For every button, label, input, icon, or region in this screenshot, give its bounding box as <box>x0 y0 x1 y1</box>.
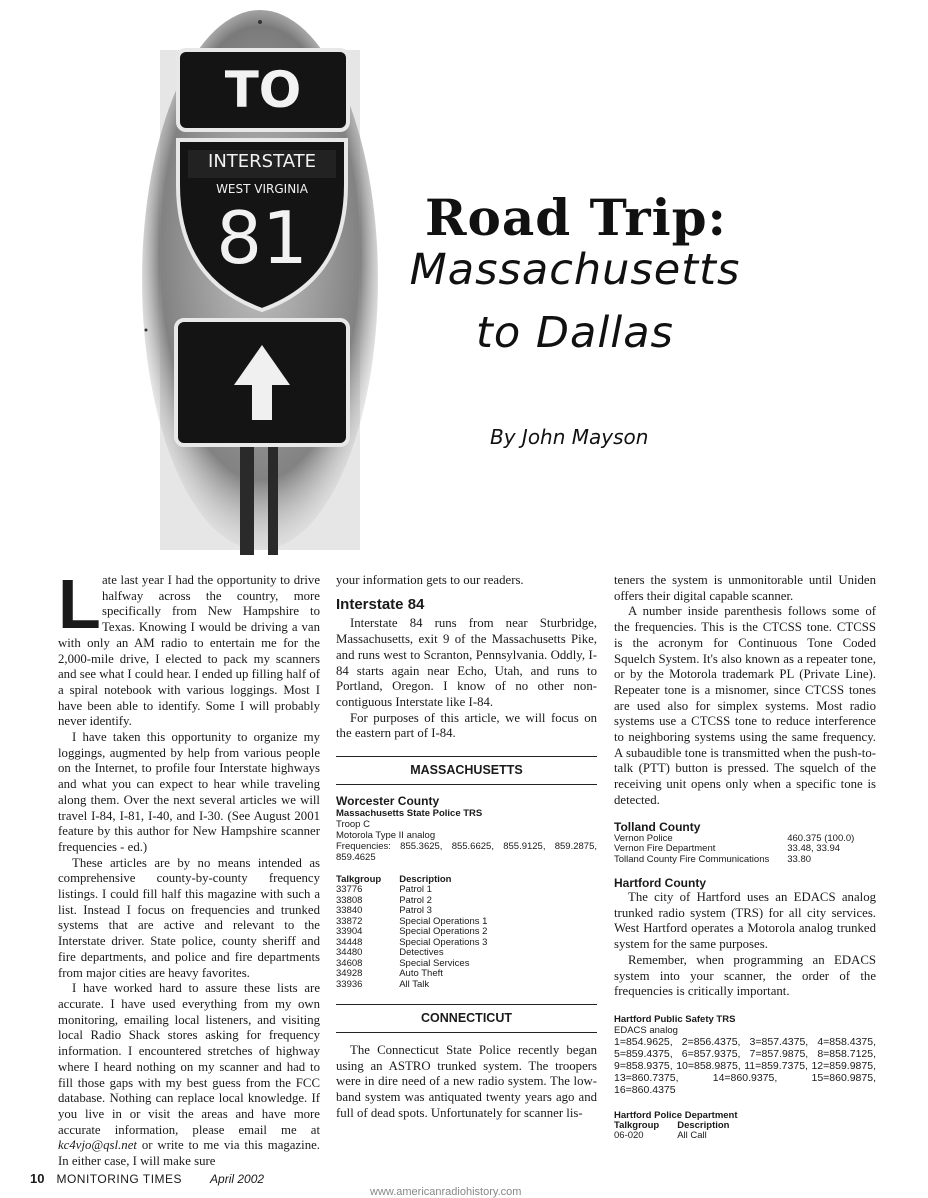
frequency-list: Frequencies: 855.3625, 855.6625, 855.9125, 859.2875, 859.4625 <box>336 840 597 863</box>
section-heading: Interstate 84 <box>336 595 425 613</box>
sign-state-text: WEST VIRGINIA <box>216 182 308 196</box>
paragraph: Interstate 84 runs from near Sturbridge, Massachusetts, exit 9 of the Massachusetts Pike, and runs west to Scranton, Pennsylvania. Oddly, I-84 starts again near Echo, Utah, and runs to Portland, Oregon. I know of no other non-contiguous Interstate like I-84. <box>336 616 597 709</box>
tg-desc: All Call <box>677 1130 707 1142</box>
paragraph-text: or write to me via this magazine. In either case, I will make sure <box>58 1138 320 1169</box>
article-title-line1: Road Trip: <box>425 188 727 247</box>
paragraph-text: I have worked hard to assure these lists are accurate. I have used everything from my own monitoring, emailing local listeners, and visiting local Radio Shack stores asking for frequency information. I encountered stretches of highway where I heard nothing on my scanner and had to fill those gaps with my best guess from the FCC database. Nothing can replace local knowledge. If you live in or visit the areas and have more accurate information, please email me at <box>58 981 320 1137</box>
county-heading: Tolland County <box>614 819 701 834</box>
column-1 <box>58 565 320 1170</box>
column-header: Talkgroup <box>336 873 382 885</box>
paragraph: The city of Hartford uses an EDACS analog trunked radio system (TRS) for all city services. West Hartford operates a Motorola analog trunked system for the same purposes. <box>614 890 876 952</box>
agency: Vernon Police <box>614 832 673 844</box>
agency-name: Massachusetts State Police TRS <box>336 807 483 819</box>
issue-date: April 2002 <box>210 1172 265 1186</box>
paragraph: your information gets to our readers. <box>336 573 524 587</box>
source-url[interactable]: www.americanradiohistory.com <box>370 1186 522 1198</box>
tg-id: 33840 <box>336 905 363 917</box>
sign-to-text: TO <box>224 61 302 119</box>
trs-block <box>614 1014 876 1096</box>
police-title: Hartford Police Department <box>614 1109 738 1121</box>
column-header: Description <box>399 873 452 885</box>
paragraph: ate last year I had the opportunity to drive halfway across the country, more specifically from New Hampshire to Texas. Knowing I would be driving a van with only an AM radio to entertain me for the 2,000-mile drive, I elected to pack my scanners and see what I could hear. I ended up filling half of a spiral notebook with various loggings. Most I have been able to identify. Some I will probably never identify. <box>58 573 320 729</box>
tg-id: 33808 <box>336 894 363 906</box>
tg-id: 33936 <box>336 978 363 990</box>
tg-id: 34608 <box>336 957 363 969</box>
talkgroup-table <box>336 875 505 991</box>
column-2 <box>336 573 597 1121</box>
table-row <box>614 855 872 866</box>
paragraph: These articles are by no means intended as comprehensive county-by-county frequency listings. I could fill half this magazine with such a list. Instead I focus on frequencies and trunked systems that are active and relevant to the Interstate driver. State police, county sheriff and fire departments, and police and fire departments from major cities are heavy favorites. <box>58 855 320 980</box>
trs-type: EDACS analog <box>614 1024 678 1036</box>
tg-desc: Auto Theft <box>399 968 443 980</box>
tg-desc: Special Operations 1 <box>399 915 488 927</box>
article-title-line2: Massachusetts <box>409 245 741 295</box>
paragraph: Remember, when programming an EDACS system into your scanner, the order of the frequencies is critically important. <box>614 952 876 999</box>
system-type: Motorola Type II analog <box>336 829 436 841</box>
column-3 <box>614 573 876 1142</box>
trs-frequencies: 1=854.9625, 2=856.4375, 3=857.4375, 4=858.4375, 5=859.4375, 6=857.9375, 7=857.9875, 8=858.7125, 9=858.9375, 10=858.9875, 11=859.7375, 12=859.9875, 13=860.7375, 14=860.9375, 15=860.9875, 16=860.4375 <box>614 1035 876 1096</box>
drop-cap: L <box>58 565 101 643</box>
tg-desc: Special Operations 2 <box>399 926 488 938</box>
tg-id: 33872 <box>336 915 363 927</box>
email-link[interactable]: kc4vjo@qsl.net <box>58 1138 137 1153</box>
freq-block <box>336 808 597 863</box>
police-block <box>614 1110 876 1142</box>
tg-desc: Patrol 2 <box>399 894 432 906</box>
paragraph: teners the system is unmonitorable until Uniden offers their digital capable scanner. <box>614 573 876 603</box>
tg-id: 33904 <box>336 926 363 938</box>
column-header: Description <box>677 1119 730 1131</box>
tg-id: 34480 <box>336 947 363 959</box>
interstate-sign-photo <box>140 10 380 555</box>
troop-label: Troop C <box>336 818 370 830</box>
sign-number-text: 81 <box>216 196 308 280</box>
police-talkgroup-table <box>614 1121 747 1142</box>
column-header: Talkgroup <box>614 1119 660 1131</box>
tg-desc: Patrol 1 <box>399 884 432 896</box>
table-row <box>336 980 505 991</box>
county-heading: Worcester County <box>336 793 440 808</box>
frequency: 33.48, 33.94 <box>787 843 841 855</box>
tg-desc: All Talk <box>399 978 430 990</box>
frequency: 33.80 <box>787 853 812 865</box>
tolland-freq-table <box>614 834 872 866</box>
tg-id: 34928 <box>336 968 363 980</box>
sign-interstate-text: INTERSTATE <box>208 151 316 172</box>
page-number: 10 <box>30 1171 45 1186</box>
paragraph: For purposes of this article, we will focus on the eastern part of I-84. <box>336 710 597 741</box>
magazine-name: MONITORING TIMES <box>56 1172 183 1186</box>
tg-desc: Special Operations 3 <box>399 936 488 948</box>
tg-desc: Patrol 3 <box>399 905 432 917</box>
tg-desc: Detectives <box>399 947 444 959</box>
state-heading-connecticut: CONNECTICUT <box>336 1004 597 1033</box>
county-heading: Hartford County <box>614 876 706 891</box>
trs-title: Hartford Public Safety TRS <box>614 1013 736 1025</box>
agency: Vernon Fire Department <box>614 843 716 855</box>
tg-id: 33776 <box>336 884 363 896</box>
page-footer <box>30 1171 264 1186</box>
frequency: 460.375 (100.0) <box>787 832 855 844</box>
paragraph: A number inside parenthesis follows some of the frequencies. This is the CTCSS tone. CTCSS is the acronym for Continuous Tone Coded Squelch System. It's also known as a repeater tone, or by the Motorola trademark PL (Private Line). Repeater tone is a misnomer, since CTCSS tones are used also for simplex systems. Most radio systems use a CTCSS tone to reduce interference to neighboring systems using the same frequency. A subaudible tone is transmitted when the push-to-talk (PTT) button is pressed. The squelch of the receiving unit opens only when a specific tone is detected. <box>614 604 876 807</box>
state-heading-massachusetts: MASSACHUSETTS <box>336 756 597 785</box>
paragraph: I have taken this opportunity to organize my loggings, augmented by help from various people on the Internet, to profile four Interstate highways and what you can expect to hear while traveling along them. Over the next several articles we will travel I-84, I-81, I-40, and I-30. (See August 2001 feature by this author for New Hampshire scanner frequencies - ed.) <box>58 730 320 854</box>
agency: Tolland County Fire Communications <box>614 853 770 865</box>
tg-id: 06-020 <box>614 1130 644 1142</box>
tg-desc: Special Services <box>399 957 470 969</box>
table-row <box>614 1131 747 1142</box>
article-title-line3: to Dallas <box>476 308 674 358</box>
byline: By John Mayson <box>490 425 649 449</box>
table-row <box>614 844 872 855</box>
tg-id: 34448 <box>336 936 363 948</box>
paragraph <box>58 981 320 1169</box>
paragraph: The Connecticut State Police recently began using an ASTRO trunked system. The troopers were in dire need of a new radio system. The low-band system was antiquated twenty years ago and full of dead spots. Unfortunately for scanner lis- <box>336 1042 597 1120</box>
